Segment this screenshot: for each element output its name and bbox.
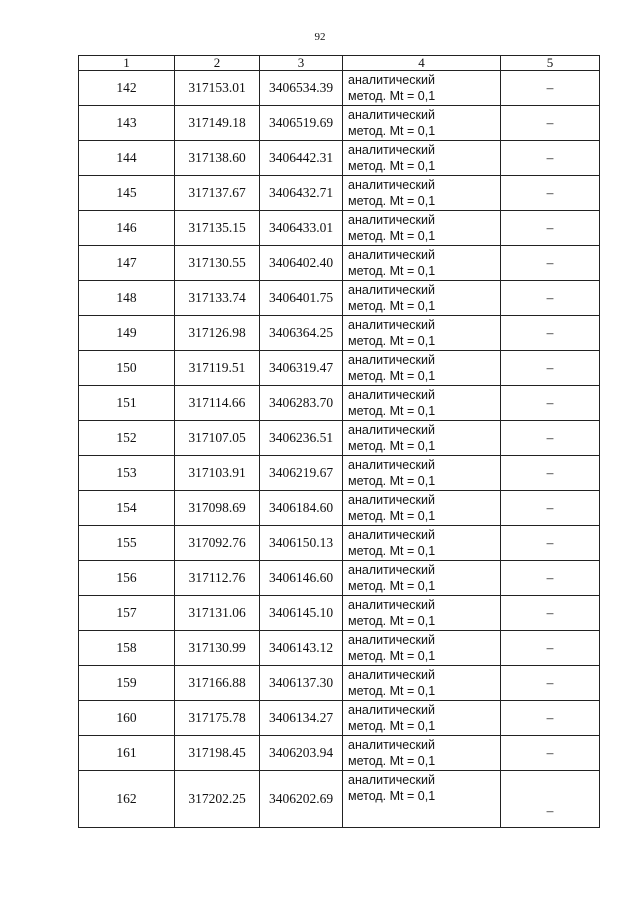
method-cell — [343, 491, 501, 526]
x-coordinate-cell: 317138.60 — [175, 141, 260, 176]
note-cell: – — [501, 386, 600, 421]
y-coordinate-cell: 3406146.60 — [260, 561, 343, 596]
method-line-1: аналитический — [348, 213, 435, 227]
table-row — [79, 211, 600, 246]
method-cell — [343, 526, 501, 561]
x-coordinate-cell: 317198.45 — [175, 736, 260, 771]
column-header-1: 1 — [79, 56, 175, 71]
coordinates-table — [78, 55, 600, 828]
table-row — [79, 456, 600, 491]
point-number-cell: 152 — [79, 421, 175, 456]
x-coordinate-cell: 317114.66 — [175, 386, 260, 421]
method-line-1: аналитический — [348, 773, 435, 787]
note-cell: – — [501, 281, 600, 316]
y-coordinate-cell: 3406145.10 — [260, 596, 343, 631]
point-number-cell: 162 — [79, 771, 175, 828]
point-number-cell: 158 — [79, 631, 175, 666]
method-line-1: аналитический — [348, 423, 435, 437]
table-row — [79, 491, 600, 526]
x-coordinate-cell: 317098.69 — [175, 491, 260, 526]
method-line-2: метод. Mt = 0,1 — [348, 754, 436, 768]
method-cell — [343, 631, 501, 666]
note-cell: – — [501, 421, 600, 456]
table-row — [79, 141, 600, 176]
note-cell: – — [501, 351, 600, 386]
table-row — [79, 246, 600, 281]
point-number-cell: 143 — [79, 106, 175, 141]
note-cell: – — [501, 526, 600, 561]
x-coordinate-cell: 317137.67 — [175, 176, 260, 211]
note-cell: – — [501, 701, 600, 736]
method-cell — [343, 456, 501, 491]
y-coordinate-cell: 3406150.13 — [260, 526, 343, 561]
method-line-2: метод. Mt = 0,1 — [348, 89, 436, 103]
x-coordinate-cell: 317149.18 — [175, 106, 260, 141]
method-line-1: аналитический — [348, 73, 435, 87]
method-line-2: метод. Mt = 0,1 — [348, 439, 436, 453]
table-row — [79, 666, 600, 701]
method-line-1: аналитический — [348, 318, 435, 332]
table-row — [79, 316, 600, 351]
y-coordinate-cell: 3406442.31 — [260, 141, 343, 176]
point-number-cell: 153 — [79, 456, 175, 491]
y-coordinate-cell: 3406134.27 — [260, 701, 343, 736]
method-line-1: аналитический — [348, 388, 435, 402]
table-row — [79, 386, 600, 421]
table-row — [79, 596, 600, 631]
table-row — [79, 351, 600, 386]
method-line-1: аналитический — [348, 458, 435, 472]
table-row — [79, 421, 600, 456]
y-coordinate-cell: 3406143.12 — [260, 631, 343, 666]
note-cell: – — [501, 176, 600, 211]
y-coordinate-cell: 3406184.60 — [260, 491, 343, 526]
column-header-2: 2 — [175, 56, 260, 71]
method-line-2: метод. Mt = 0,1 — [348, 369, 436, 383]
method-line-2: метод. Mt = 0,1 — [348, 544, 436, 558]
point-number-cell: 148 — [79, 281, 175, 316]
method-line-2: метод. Mt = 0,1 — [348, 649, 436, 663]
note-cell: – — [501, 106, 600, 141]
point-number-cell: 159 — [79, 666, 175, 701]
method-line-1: аналитический — [348, 563, 435, 577]
note-cell: – — [501, 771, 600, 828]
column-header-3: 3 — [260, 56, 343, 71]
method-line-2: метод. Mt = 0,1 — [348, 614, 436, 628]
note-cell: – — [501, 71, 600, 106]
method-cell — [343, 106, 501, 141]
method-line-2: метод. Mt = 0,1 — [348, 474, 436, 488]
point-number-cell: 154 — [79, 491, 175, 526]
point-number-cell: 147 — [79, 246, 175, 281]
note-cell: – — [501, 211, 600, 246]
method-cell — [343, 316, 501, 351]
table-row — [79, 281, 600, 316]
note-cell: – — [501, 141, 600, 176]
method-line-2: метод. Mt = 0,1 — [348, 264, 436, 278]
x-coordinate-cell: 317119.51 — [175, 351, 260, 386]
table-row — [79, 526, 600, 561]
method-cell — [343, 771, 501, 828]
method-line-2: метод. Mt = 0,1 — [348, 159, 436, 173]
point-number-cell: 146 — [79, 211, 175, 246]
method-cell — [343, 596, 501, 631]
method-cell — [343, 666, 501, 701]
method-line-1: аналитический — [348, 283, 435, 297]
method-cell — [343, 176, 501, 211]
method-line-2: метод. Mt = 0,1 — [348, 124, 436, 138]
x-coordinate-cell: 317103.91 — [175, 456, 260, 491]
table-row — [79, 176, 600, 211]
method-line-1: аналитический — [348, 353, 435, 367]
y-coordinate-cell: 3406137.30 — [260, 666, 343, 701]
note-cell: – — [501, 561, 600, 596]
note-cell: – — [501, 491, 600, 526]
point-number-cell: 150 — [79, 351, 175, 386]
x-coordinate-cell: 317130.99 — [175, 631, 260, 666]
point-number-cell: 151 — [79, 386, 175, 421]
method-line-1: аналитический — [348, 598, 435, 612]
x-coordinate-cell: 317166.88 — [175, 666, 260, 701]
method-cell — [343, 281, 501, 316]
y-coordinate-cell: 3406432.71 — [260, 176, 343, 211]
table-row — [79, 771, 600, 828]
method-cell — [343, 421, 501, 456]
method-cell — [343, 736, 501, 771]
method-line-1: аналитический — [348, 738, 435, 752]
method-line-1: аналитический — [348, 143, 435, 157]
x-coordinate-cell: 317133.74 — [175, 281, 260, 316]
method-cell — [343, 71, 501, 106]
method-line-2: метод. Mt = 0,1 — [348, 404, 436, 418]
method-cell — [343, 561, 501, 596]
table-body — [79, 71, 600, 828]
method-line-1: аналитический — [348, 108, 435, 122]
method-line-2: метод. Mt = 0,1 — [348, 719, 436, 733]
table-row — [79, 736, 600, 771]
table-row — [79, 631, 600, 666]
y-coordinate-cell: 3406219.67 — [260, 456, 343, 491]
method-cell — [343, 211, 501, 246]
y-coordinate-cell: 3406203.94 — [260, 736, 343, 771]
point-number-cell: 157 — [79, 596, 175, 631]
note-cell: – — [501, 736, 600, 771]
point-number-cell: 144 — [79, 141, 175, 176]
page-number: 92 — [314, 31, 326, 43]
y-coordinate-cell: 3406401.75 — [260, 281, 343, 316]
x-coordinate-cell: 317135.15 — [175, 211, 260, 246]
x-coordinate-cell: 317175.78 — [175, 701, 260, 736]
method-line-1: аналитический — [348, 703, 435, 717]
table-row — [79, 106, 600, 141]
y-coordinate-cell: 3406283.70 — [260, 386, 343, 421]
x-coordinate-cell: 317130.55 — [175, 246, 260, 281]
method-line-1: аналитический — [348, 668, 435, 682]
y-coordinate-cell: 3406236.51 — [260, 421, 343, 456]
point-number-cell: 155 — [79, 526, 175, 561]
method-line-2: метод. Mt = 0,1 — [348, 194, 436, 208]
note-cell: – — [501, 456, 600, 491]
x-coordinate-cell: 317202.25 — [175, 771, 260, 828]
y-coordinate-cell: 3406402.40 — [260, 246, 343, 281]
x-coordinate-cell: 317107.05 — [175, 421, 260, 456]
y-coordinate-cell: 3406534.39 — [260, 71, 343, 106]
table-row — [79, 561, 600, 596]
y-coordinate-cell: 3406364.25 — [260, 316, 343, 351]
column-header-5: 5 — [501, 56, 600, 71]
point-number-cell: 161 — [79, 736, 175, 771]
method-line-1: аналитический — [348, 178, 435, 192]
x-coordinate-cell: 317112.76 — [175, 561, 260, 596]
method-line-2: метод. Mt = 0,1 — [348, 789, 436, 803]
method-cell — [343, 386, 501, 421]
method-cell — [343, 351, 501, 386]
method-line-2: метод. Mt = 0,1 — [348, 579, 436, 593]
x-coordinate-cell: 317126.98 — [175, 316, 260, 351]
method-line-2: метод. Mt = 0,1 — [348, 229, 436, 243]
x-coordinate-cell: 317153.01 — [175, 71, 260, 106]
note-cell: – — [501, 631, 600, 666]
method-cell — [343, 141, 501, 176]
point-number-cell: 145 — [79, 176, 175, 211]
point-number-cell: 160 — [79, 701, 175, 736]
table-header — [79, 56, 600, 71]
note-cell: – — [501, 246, 600, 281]
table-row — [79, 701, 600, 736]
y-coordinate-cell: 3406202.69 — [260, 771, 343, 828]
y-coordinate-cell: 3406519.69 — [260, 106, 343, 141]
header-row — [79, 56, 600, 71]
method-line-1: аналитический — [348, 248, 435, 262]
method-line-2: метод. Mt = 0,1 — [348, 509, 436, 523]
y-coordinate-cell: 3406319.47 — [260, 351, 343, 386]
method-line-1: аналитический — [348, 528, 435, 542]
table-row — [79, 71, 600, 106]
point-number-cell: 156 — [79, 561, 175, 596]
method-line-2: метод. Mt = 0,1 — [348, 334, 436, 348]
method-line-1: аналитический — [348, 633, 435, 647]
point-number-cell: 149 — [79, 316, 175, 351]
x-coordinate-cell: 317092.76 — [175, 526, 260, 561]
y-coordinate-cell: 3406433.01 — [260, 211, 343, 246]
x-coordinate-cell: 317131.06 — [175, 596, 260, 631]
note-cell: – — [501, 316, 600, 351]
method-line-1: аналитический — [348, 493, 435, 507]
note-cell: – — [501, 666, 600, 701]
method-line-2: метод. Mt = 0,1 — [348, 299, 436, 313]
column-header-4: 4 — [343, 56, 501, 71]
method-line-2: метод. Mt = 0,1 — [348, 684, 436, 698]
point-number-cell: 142 — [79, 71, 175, 106]
note-cell: – — [501, 596, 600, 631]
method-cell — [343, 246, 501, 281]
method-cell — [343, 701, 501, 736]
